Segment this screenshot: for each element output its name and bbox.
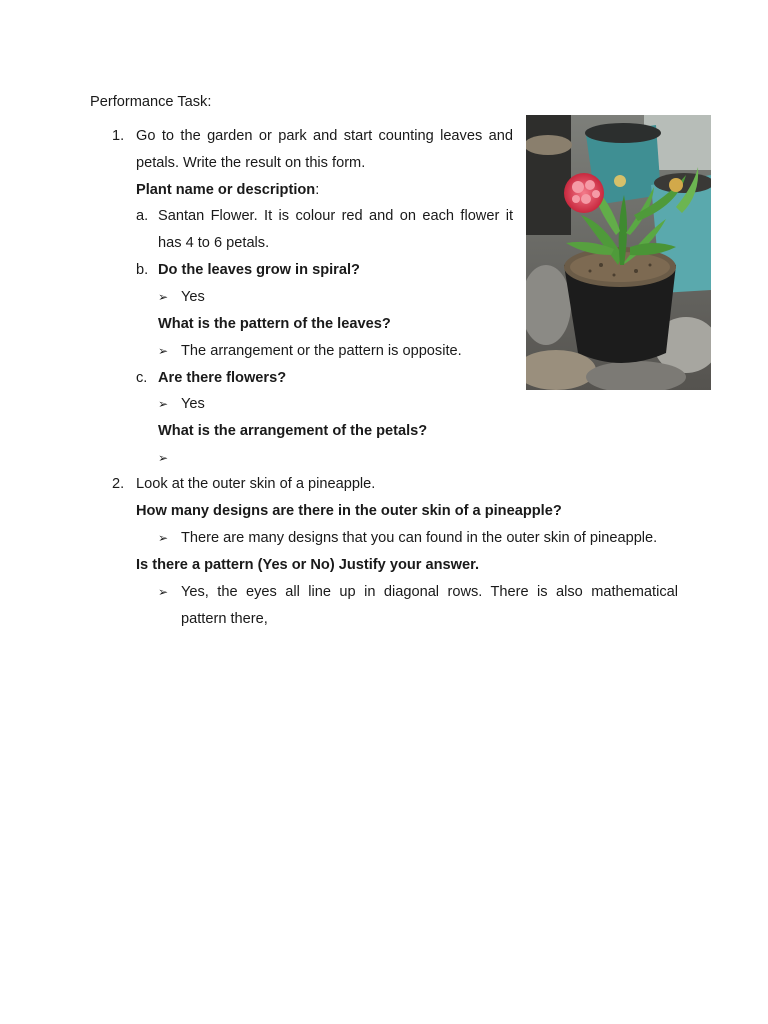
q1-number: 1. bbox=[112, 128, 125, 144]
item-b-answer2: The arrangement or the pattern is opposite. bbox=[181, 343, 462, 359]
item-c-letter: c. bbox=[136, 370, 148, 386]
q2-question2: Is there a pattern (Yes or No) Justify your answer. bbox=[136, 557, 480, 573]
item-b-question2: What is the pattern of the leaves? bbox=[158, 316, 391, 332]
arrow-bullet-icon: ➢ bbox=[158, 344, 169, 358]
q1-text-line2: petals. Write the result on this form. bbox=[136, 155, 366, 171]
page-heading: Performance Task: bbox=[90, 94, 212, 110]
arrow-bullet-icon: ➢ bbox=[158, 451, 169, 465]
plant-name-label: Plant name or description bbox=[136, 182, 316, 198]
item-a-line2: has 4 to 6 petals. bbox=[158, 235, 270, 251]
item-a-line1: Santan Flower. It is colour red and on each flower it bbox=[158, 208, 513, 224]
item-c-question2: What is the arrangement of the petals? bbox=[158, 423, 428, 439]
item-c-question: Are there flowers? bbox=[158, 370, 287, 386]
plant-name-label-line bbox=[136, 181, 319, 199]
plant-name-colon: : bbox=[315, 182, 320, 198]
item-b-letter: b. bbox=[136, 262, 149, 278]
q2-answer1: There are many designs that you can found in the outer skin of pineapple. bbox=[181, 530, 658, 546]
item-b-answer: Yes bbox=[181, 289, 205, 305]
q2-text: Look at the outer skin of a pineapple. bbox=[136, 476, 376, 492]
item-c-answer: Yes bbox=[181, 396, 205, 412]
q2-number: 2. bbox=[112, 476, 125, 492]
item-b-question: Do the leaves grow in spiral? bbox=[158, 262, 360, 278]
arrow-bullet-icon: ➢ bbox=[158, 585, 169, 599]
q2-question1: How many designs are there in the outer skin of a pineapple? bbox=[136, 503, 562, 519]
arrow-bullet-icon: ➢ bbox=[158, 397, 169, 411]
plant-photo bbox=[526, 115, 711, 390]
q2-answer2-line1: Yes, the eyes all line up in diagonal rows. There is also mathematical bbox=[181, 584, 678, 600]
q1-text-line1: Go to the garden or park and start counting leaves and bbox=[136, 128, 513, 144]
arrow-bullet-icon: ➢ bbox=[158, 290, 169, 304]
arrow-bullet-icon: ➢ bbox=[158, 531, 169, 545]
item-a-letter: a. bbox=[136, 208, 149, 224]
q2-answer2-line2: pattern there, bbox=[181, 611, 268, 627]
